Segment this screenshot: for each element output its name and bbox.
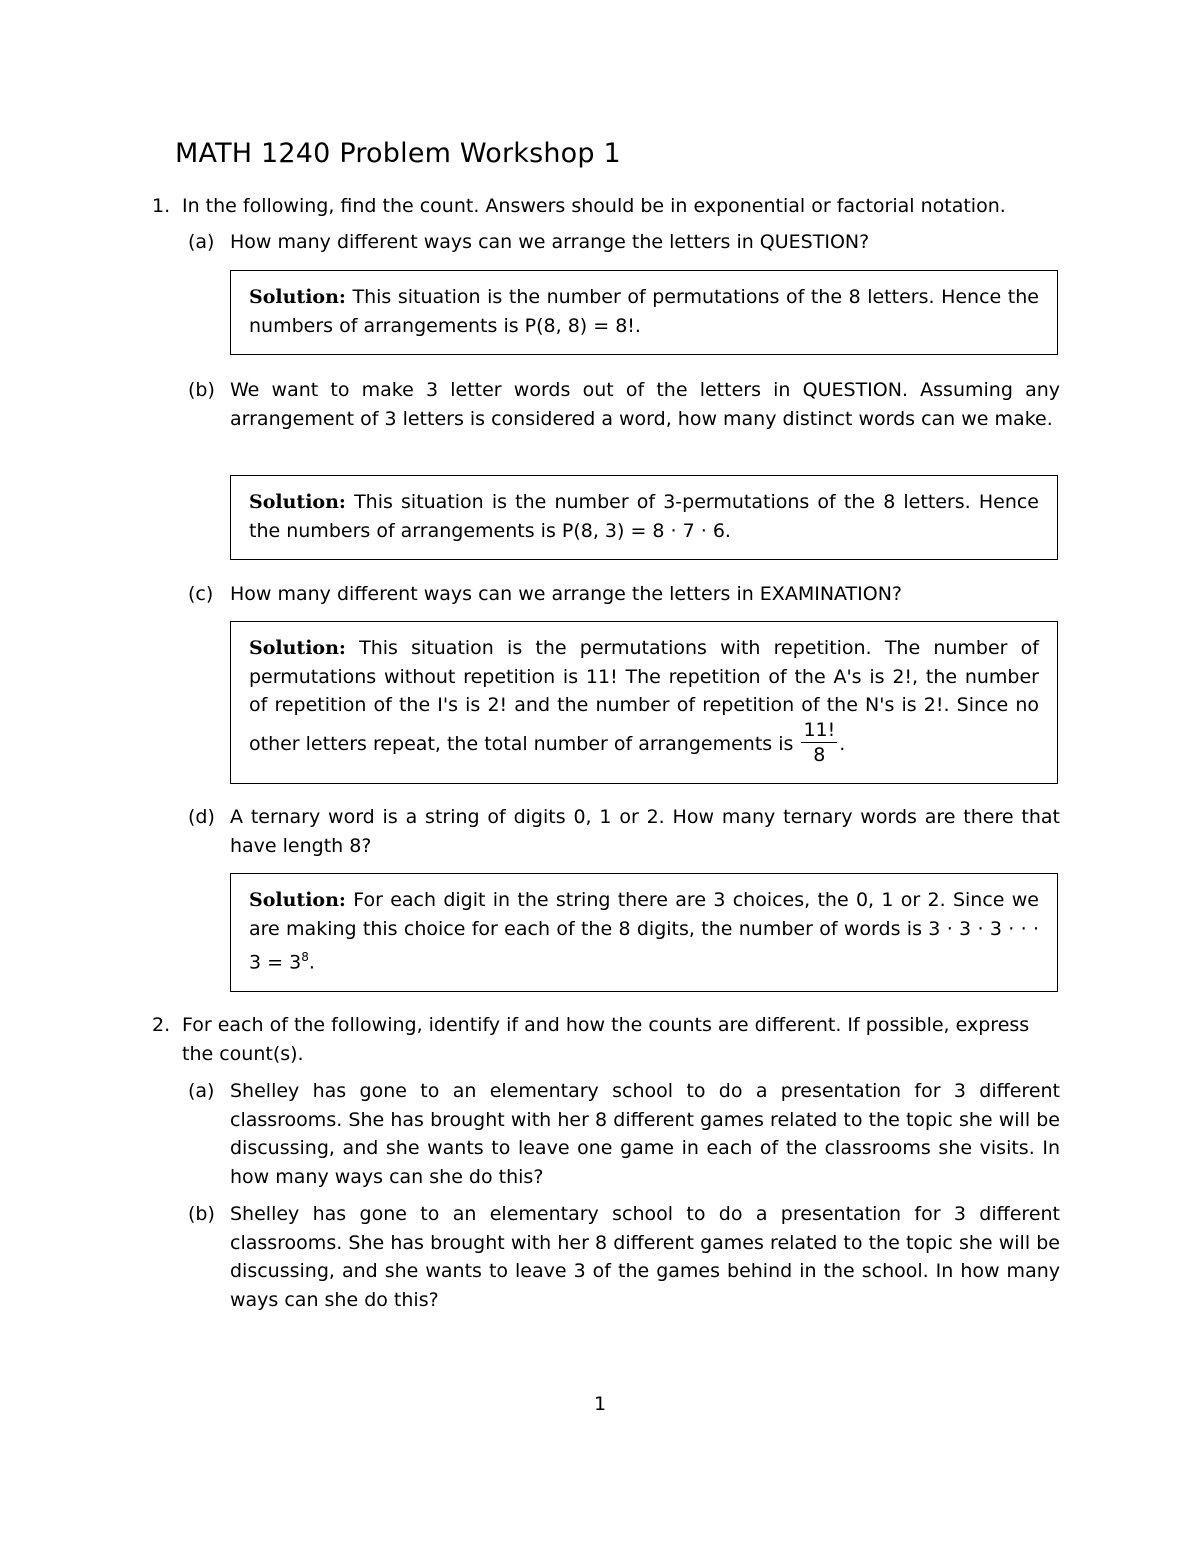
solution-tail: .: [308, 951, 315, 974]
problem-number: 1.: [152, 195, 171, 217]
problem-1a: [188, 228, 1060, 257]
solution-heading: Solution:: [249, 286, 346, 308]
page-title: MATH 1240 Problem Workshop 1: [175, 138, 621, 169]
problem-number: 2.: [152, 1014, 171, 1036]
part-text: How many different ways can we arrange the letters in QUESTION?: [230, 231, 870, 253]
solution-box-1a: [230, 270, 1058, 355]
part-label: (b): [188, 379, 215, 401]
part-label: (b): [188, 1203, 215, 1225]
solution-text: This situation is the number of 3-permutations of the 8 letters. Hence the numbers of arrangements is P(8, 3) = 8 · 7 · 6.: [249, 491, 1039, 542]
part-text: How many different ways can we arrange the letters in EXAMINATION?: [230, 583, 903, 605]
part-text: Shelley has gone to an elementary school to do a presentation for 3 different classrooms. She has brought with her 8 different games related to the topic she will be discussing, and she wants to leave one game in each of the classrooms she visits. In how many ways can she do this?: [230, 1080, 1060, 1188]
part-text: We want to make 3 letter words out of the letters in QUESTION. Assuming any arrangement of 3 letters is considered a word, how many distinct words can we make.: [230, 379, 1060, 430]
problem-1: [152, 192, 1062, 221]
part-label: (c): [188, 583, 214, 605]
problem-2a: [188, 1077, 1060, 1191]
solution-box-1b: [230, 475, 1058, 560]
fraction: [801, 718, 837, 767]
solution-box-1c: [230, 621, 1058, 784]
problem-1c: [188, 580, 1060, 609]
problem-1b: [188, 376, 1060, 433]
solution-text: For each digit in the string there are 3 choices, the 0, 1 or 2. Since we are making this choice for each of the 8 digits, the number of words is 3 · 3 · 3 · · · 3 = 3: [249, 889, 1039, 974]
problem-1d: [188, 803, 1060, 860]
solution-heading: Solution:: [249, 889, 346, 911]
part-label: (a): [188, 1080, 215, 1102]
problem-2: [152, 1011, 1062, 1068]
fraction-tail: .: [839, 732, 846, 755]
part-text: Shelley has gone to an elementary school to do a presentation for 3 different classrooms. She has brought with her 8 different games related to the topic she will be discussing, and she wants to leave 3 of the games behind in the school. In how many ways can she do this?: [230, 1203, 1060, 1311]
problem-2b: [188, 1200, 1060, 1314]
solution-heading: Solution:: [249, 491, 346, 513]
solution-exponent: 8: [301, 950, 309, 964]
part-label: (d): [188, 806, 215, 828]
part-text: A ternary word is a string of digits 0, 1 or 2. How many ternary words are there that have length 8?: [230, 806, 1060, 857]
fraction-numerator: 11!: [803, 718, 836, 741]
solution-box-1d: [230, 873, 1058, 992]
solution-text: This situation is the permutations with repetition. The number of permutations without repetition is 11! The repetition of the A's is 2!, the number of repetition of the I's is 2! and the number of repetition of the N's is 2!. Since no other letters repeat, the total number of arrangements is: [249, 637, 1039, 755]
part-label: (a): [188, 231, 215, 253]
page-number: 1: [593, 1393, 607, 1415]
solution-heading: Solution:: [249, 637, 346, 659]
problem-stem: In the following, find the count. Answers should be in exponential or factorial notation.: [182, 195, 1006, 217]
fraction-denominator: 8: [813, 743, 826, 766]
problem-stem: For each of the following, identify if and how the counts are different. If possible, express the count(s).: [182, 1014, 1030, 1065]
solution-text: This situation is the number of permutations of the 8 letters. Hence the numbers of arrangements is P(8, 8) = 8!.: [249, 286, 1039, 337]
